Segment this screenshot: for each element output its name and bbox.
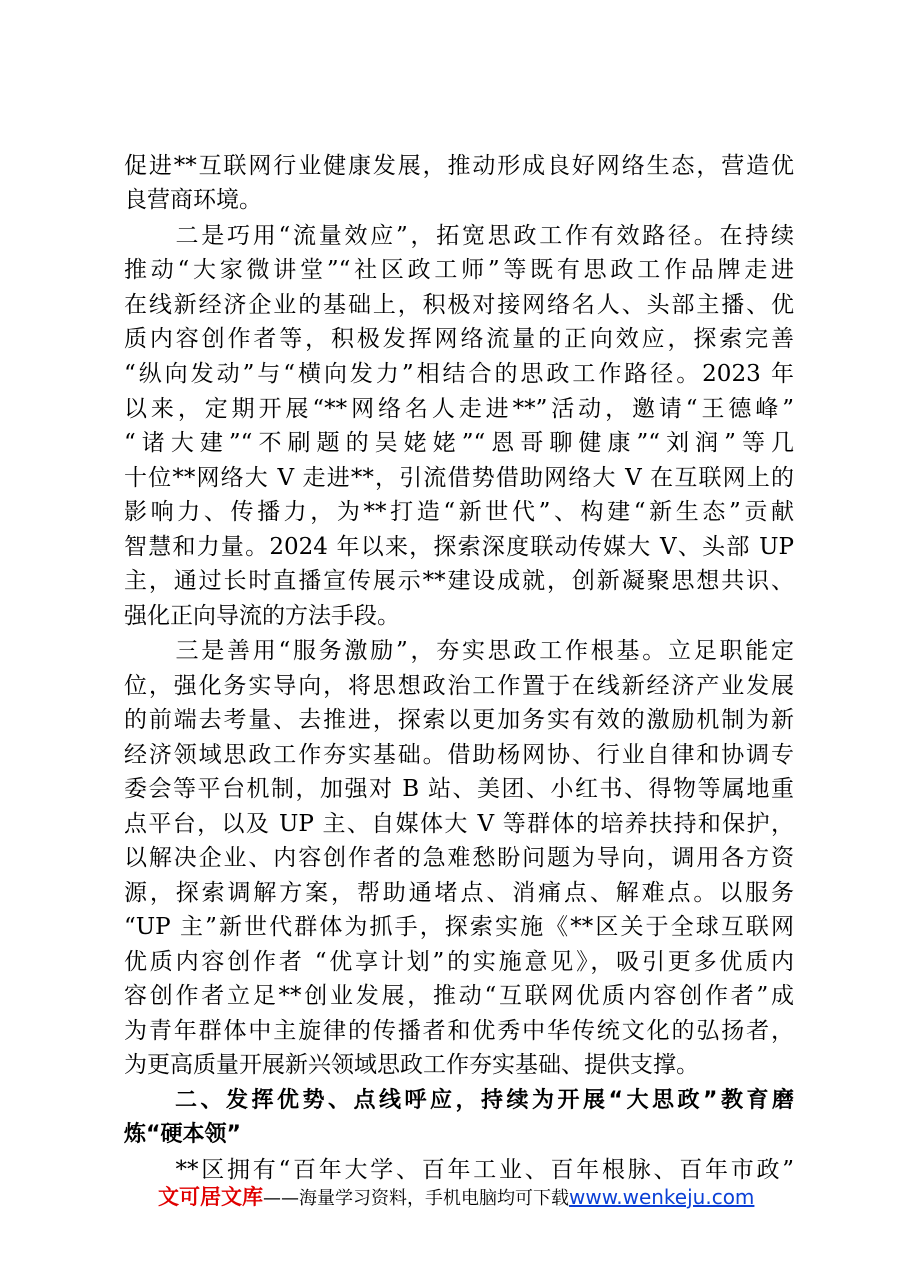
footer-url-link[interactable]: www.wenkeju.com xyxy=(569,1185,755,1209)
paragraph-line: 点平台，以及 UP 主、自媒体大 V 等群体的培养扶持和保护， xyxy=(124,811,794,837)
paragraph-line: “诸大建”“不刷题的吴姥姥”“恩哥聊健康”“刘润”等几 xyxy=(124,430,794,456)
footer-tagline: 海量学习资料，手机电脑均可下载 xyxy=(299,1188,569,1209)
paragraph-line: 在线新经济企业的基础上，积极对接网络名人、头部主播、优 xyxy=(124,292,794,318)
paragraph-line: 强化正向导流的方法手段。 xyxy=(124,603,400,629)
paragraph-line: 促进**互联网行业健康发展，推动形成良好网络生态，营造优 xyxy=(124,153,794,179)
paragraph-line: 二是巧用“流量效应”，拓宽思政工作有效路径。在持续 xyxy=(124,223,794,249)
paragraph-line: 容创作者立足**创业发展，推动“互联网优质内容创作者”成 xyxy=(124,983,794,1009)
paragraph-line: 以解决企业、内容创作者的急难愁盼问题为导向，调用各方资 xyxy=(124,845,794,871)
paragraph-line: 质内容创作者等，积极发挥网络流量的正向效应，探索完善 xyxy=(124,326,794,352)
paragraph-line: 影响力、传播力，为**打造“新世代”、构建“新生态”贡献 xyxy=(124,499,794,525)
section-heading-line: 炼“硬本领” xyxy=(124,1122,241,1147)
paragraph-line: 的前端去考量、去推进，探索以更加务实有效的激励机制为新 xyxy=(124,707,794,733)
paragraph-line: 委会等平台机制，加强对 B 站、美团、小红书、得物等属地重 xyxy=(124,776,794,802)
footer-banner xyxy=(158,1180,754,1214)
paragraph-line: **区拥有“百年大学、百年工业、百年根脉、百年市政” xyxy=(124,1157,794,1183)
section-heading-line: 二、发挥优势、点线呼应，持续为开展“大思政”教育磨 xyxy=(124,1088,794,1113)
paragraph-line: 位，强化务实导向，将思想政治工作置于在线新经济产业发展 xyxy=(124,673,794,699)
paragraph-line: 十位**网络大 V 走进**，引流借势借助网络大 V 在互联网上的 xyxy=(124,465,794,491)
paragraph-line: 为更高质量开展新兴领域思政工作夯实基础、提供支撑。 xyxy=(124,1052,699,1078)
paragraph-line: “纵向发动”与“横向发力”相结合的思政工作路径。2023 年 xyxy=(124,361,794,387)
paragraph-line: 以来，定期开展“**网络名人走进**”活动，邀请“王德峰” xyxy=(124,396,794,422)
paragraph-line: 良营商环境。 xyxy=(124,187,262,213)
paragraph-line: 源，探索调解方案，帮助通堵点、消痛点、解难点。以服务 xyxy=(124,880,794,906)
paragraph-line: 优质内容创作者 “优享计划”的实施意见》，吸引更多优质内 xyxy=(124,949,794,975)
paragraph-line: 为青年群体中主旋律的传播者和优秀中华传统文化的弘扬者， xyxy=(124,1018,794,1044)
paragraph-line: 智慧和力量。2024 年以来，探索深度联动传媒大 V、头部 UP xyxy=(124,534,794,560)
paragraph-line: 主，通过长时直播宣传展示**建设成就，创新凝聚思想共识、 xyxy=(124,568,794,594)
footer-dash: —— xyxy=(263,1188,299,1209)
paragraph-line: “UP 主”新世代群体为抓手，探索实施《**区关于全球互联网 xyxy=(124,914,794,940)
paragraph-line: 经济领域思政工作夯实基础。借助杨网协、行业自律和协调专 xyxy=(124,742,794,768)
footer-brand: 文可居文库 xyxy=(158,1185,263,1209)
paragraph-line: 推动“大家微讲堂”“社区政工师”等既有思政工作品牌走进 xyxy=(124,257,794,283)
paragraph-line: 三是善用“服务激励”，夯实思政工作根基。立足职能定 xyxy=(124,638,794,664)
